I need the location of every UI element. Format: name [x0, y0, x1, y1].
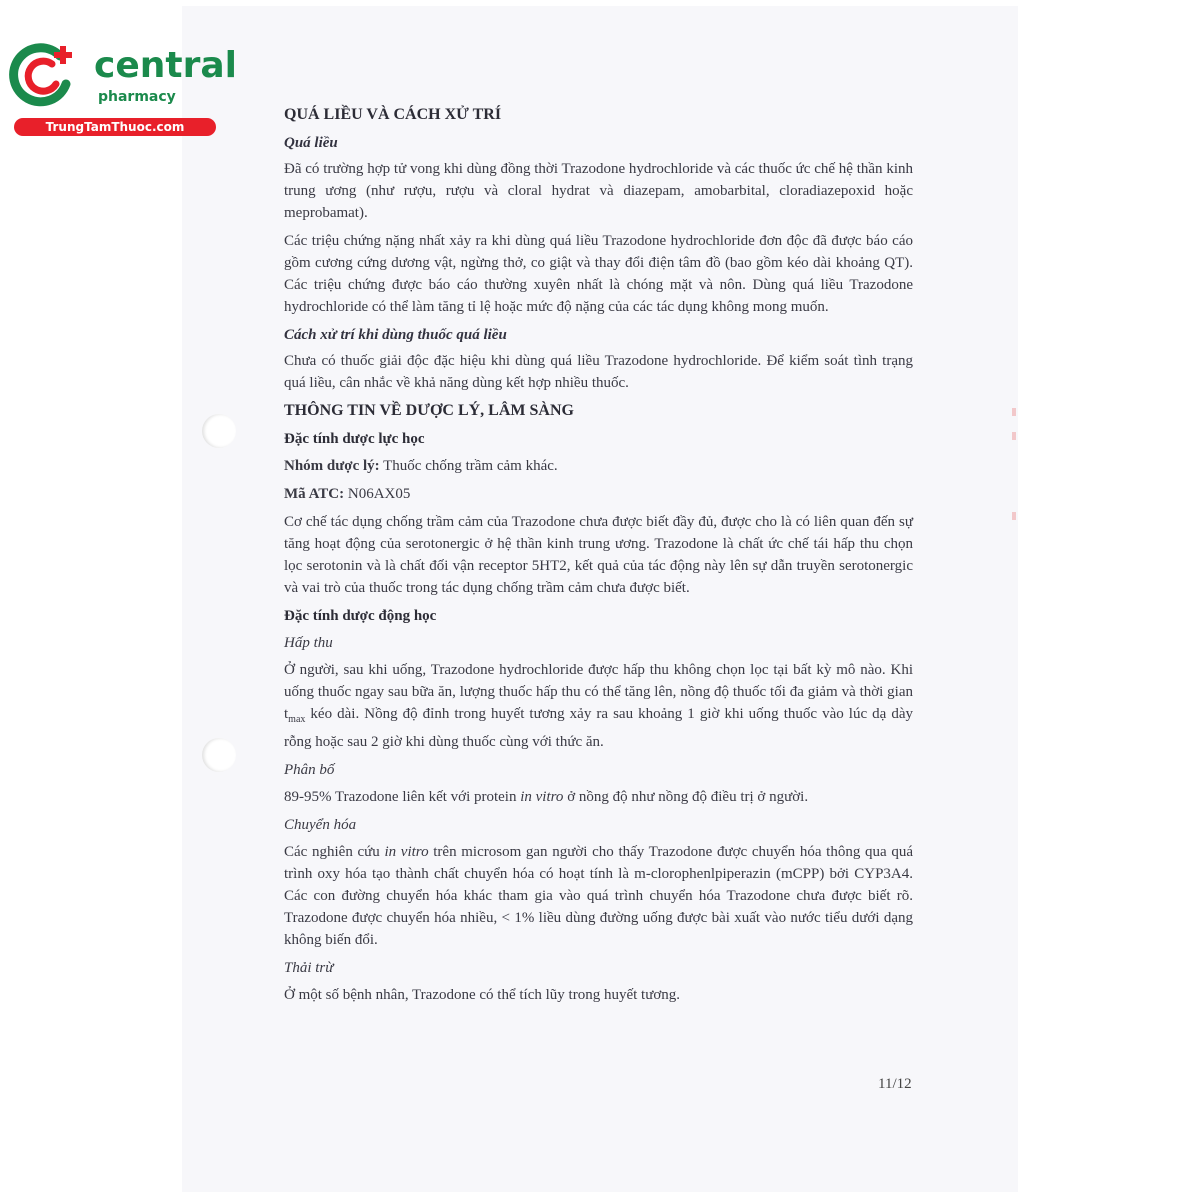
subheading-distribution: Phân bố	[284, 762, 335, 778]
text-run: ở nồng độ như nồng độ điều trị ở người.	[563, 789, 809, 805]
italic-text: in vitro	[384, 844, 429, 860]
paragraph-elimination: Ở một số bệnh nhân, Trazodone có thể tích lũy trong huyết tương.	[284, 987, 681, 1003]
edge-mark	[1012, 432, 1016, 440]
atc-code	[284, 483, 913, 505]
section-title-pharmacology: THÔNG TIN VỀ DƯỢC LÝ, LÂM SÀNG	[284, 402, 574, 419]
subheading-absorption: Hấp thu	[284, 635, 333, 651]
text-run: Ở người, sau khi uống, Trazodone hydrochloride được hấp thu không chọn lọc tại bất kỳ mô nào. Khi uống thuốc ngay sau bữa ăn, lượng thuốc hấp thu có thể tăng lên, nồng độ thuốc tối đa giảm và thời gian t	[284, 662, 913, 722]
brand-logo	[8, 34, 237, 144]
subheading-overdose-management: Cách xử trí khi dùng thuốc quá liều	[284, 327, 507, 343]
edge-mark	[1012, 408, 1016, 416]
text-run: trên microsom gan người cho thấy Trazodone được chuyển hóa thông qua quá trình oxy hóa tạo thành chất chuyển hóa có hoạt tính là m-clorophenlpiperazin (mCPP) bởi CYP3A4. Các con đường chuyển hóa khác tham gia vào quá trình chuyển hóa Trazodone chưa được biết rõ. Trazodone được chuyển hóa nhiều, < 1% liều dùng đường uống được bài xuất vào nước tiểu dưới dạng không biến đổi.	[284, 844, 913, 948]
brand-subtitle: pharmacy	[98, 89, 176, 105]
document-content	[284, 104, 913, 1012]
subscript: max	[288, 714, 306, 725]
paragraph: Chưa có thuốc giải độc đặc hiệu khi dùng quá liều Trazodone hydrochloride. Để kiểm soát tình trạng quá liều, cân nhắc về khả năng dùng kết hợp nhiều thuốc.	[284, 353, 913, 391]
paragraph: Các triệu chứng nặng nhất xảy ra khi dùng quá liều Trazodone hydrochloride đơn độc đã được báo cáo gồm cương cứng dương vật, ngừng thở, co giật và thay đổi điện tâm đồ (bao gồm kéo dài khoảng QT). Các triệu chứng được báo cáo thường xuyên nhất là chóng mặt và nôn. Dùng quá liều Trazodone hydrochloride có thể làm tăng tỉ lệ hoặc mức độ nặng của các tác dụng không mong muốn.	[284, 233, 913, 315]
italic-text: in vitro	[520, 789, 564, 805]
page-number: 11/12	[878, 1076, 912, 1092]
paragraph-metabolism	[284, 841, 913, 951]
text-run: Các nghiên cứu	[284, 844, 385, 860]
pharmacy-logo-icon	[8, 40, 78, 110]
brand-banner: TrungTamThuoc.com	[14, 118, 216, 136]
atc-value: N06AX05	[344, 486, 411, 502]
paragraph: Cơ chế tác dụng chống trầm cảm của Trazodone chưa được biết đầy đủ, được cho là có liên quan đến sự tăng hoạt động của serotonergic ở hệ thần kinh trung ương. Trazodone là chất ức chế tái hấp thu chọn lọc serotonin và là chất đối vận receptor 5HT2, kết quả của tác động này lên sự dẫn truyền serotonergic và vai trò của thuốc trong tác dụng chống trầm cảm chưa được biết.	[284, 514, 913, 596]
subheading-elimination: Thải trừ	[284, 960, 334, 976]
atc-label: Mã ATC:	[284, 486, 345, 502]
edge-mark	[1012, 512, 1016, 520]
pharmacologic-group	[284, 455, 913, 477]
subheading-pharmacokinetics: Đặc tính dược động học	[284, 608, 437, 624]
section-title-overdose: QUÁ LIỀU VÀ CÁCH XỬ TRÍ	[284, 106, 502, 123]
text-run: kéo dài. Nồng độ đỉnh trong huyết tương xảy ra sau khoảng 1 giờ khi uống thuốc vào lúc dạ dày rỗng hoặc sau 2 giờ khi dùng thuốc cùng với thức ăn.	[284, 706, 913, 750]
brand-name: central	[94, 45, 237, 86]
punch-hole	[202, 414, 236, 448]
subheading-metabolism: Chuyển hóa	[284, 817, 357, 833]
punch-hole	[202, 738, 236, 772]
group-value: Thuốc chống trầm cảm khác.	[379, 458, 558, 474]
group-label: Nhóm dược lý:	[284, 458, 380, 474]
paragraph: Đã có trường hợp tử vong khi dùng đồng thời Trazodone hydrochloride và các thuốc ức chế hệ thần kinh trung ương (như rượu, rượu và cloral hydrat và diazepam, amobarbital, cloradiazepoxid hoặc meprobamat).	[284, 161, 913, 221]
subheading-pharmacodynamics: Đặc tính dược lực học	[284, 431, 425, 447]
text-run: 89-95% Trazodone liên kết với protein	[284, 789, 521, 805]
subheading-overdose: Quá liều	[284, 135, 338, 151]
paragraph-absorption	[284, 659, 913, 753]
paragraph-distribution	[284, 786, 913, 808]
